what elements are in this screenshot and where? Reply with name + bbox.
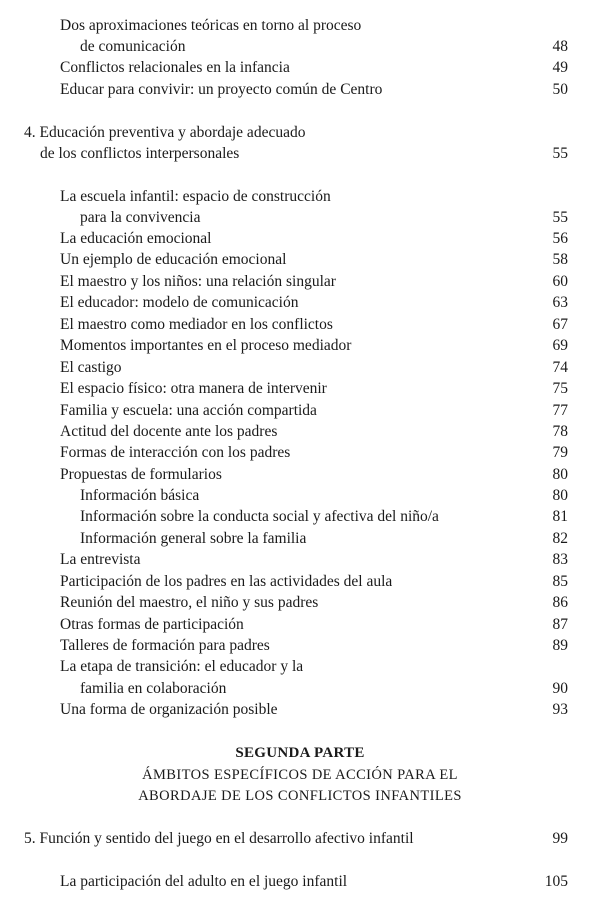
toc-entry-text: Conflictos relacionales en la infancia xyxy=(60,59,290,76)
toc-entry-text: La entrevista xyxy=(60,551,141,568)
toc-page-number: 56 xyxy=(552,230,568,247)
toc-page-number: 60 xyxy=(552,273,568,290)
toc-page-number: 79 xyxy=(552,444,568,461)
toc-page-number: 105 xyxy=(544,873,568,890)
toc-subentry-text: Información básica xyxy=(80,487,200,504)
toc-entry-text: Dos aproximaciones teóricas en torno al proceso xyxy=(60,17,362,34)
toc-entry-text: Reunión del maestro, el niño y sus padres xyxy=(60,594,319,611)
toc-page-number: 81 xyxy=(552,508,568,525)
chapter-heading: 5. Función y sentido del juego en el desarrollo afectivo infantil xyxy=(24,830,414,847)
toc-page-number: 74 xyxy=(552,359,568,376)
toc-entry-text: Propuestas de formularios xyxy=(60,466,222,483)
toc-page-number: 80 xyxy=(552,487,568,504)
chapter-heading: 4. Educación preventiva y abordaje adecuado xyxy=(24,124,306,141)
toc-page-number: 87 xyxy=(552,616,568,633)
toc-page-number: 55 xyxy=(552,145,568,162)
toc-entry-text: Una forma de organización posible xyxy=(60,701,278,718)
toc-entry-text: El maestro como mediador en los conflictos xyxy=(60,316,333,333)
toc-entry-text: El espacio físico: otra manera de intervenir xyxy=(60,380,327,397)
part-subtitle: ABORDAJE DE LOS CONFLICTOS INFANTILES xyxy=(138,788,462,804)
toc-entry-text: Educar para convivir: un proyecto común de Centro xyxy=(60,81,383,98)
toc-entry-text: Talleres de formación para padres xyxy=(60,637,270,654)
toc-entry-text: El educador: modelo de comunicación xyxy=(60,294,299,311)
toc-entry-text: Momentos importantes en el proceso mediador xyxy=(60,337,352,354)
toc-entry-text: Participación de los padres en las actividades del aula xyxy=(60,573,393,590)
toc-page-number: 89 xyxy=(552,637,568,654)
toc-page-number: 69 xyxy=(552,337,568,354)
toc-entry-text: Familia y escuela: una acción compartida xyxy=(60,402,317,419)
toc-page-number: 90 xyxy=(552,680,568,697)
toc-page-number: 99 xyxy=(552,830,568,847)
toc-subentry-text: Información general sobre la familia xyxy=(80,530,307,547)
toc-page-number: 78 xyxy=(552,423,568,440)
toc-page-number: 83 xyxy=(552,551,568,568)
toc-page-number: 80 xyxy=(552,466,568,483)
toc-page-number: 75 xyxy=(552,380,568,397)
toc-entry-text: El maestro y los niños: una relación singular xyxy=(60,273,336,290)
toc-entry-text: La educación emocional xyxy=(60,230,212,247)
toc-entry-text: de comunicación xyxy=(80,38,186,55)
part-title: SEGUNDA PARTE xyxy=(235,745,365,761)
toc-page-number: 58 xyxy=(552,251,568,268)
toc-page-number: 82 xyxy=(552,530,568,547)
toc-page-number: 48 xyxy=(552,38,568,55)
toc-page-number: 86 xyxy=(552,594,568,611)
toc-entry-text: para la convivencia xyxy=(80,209,201,226)
toc-entry-text: Actitud del docente ante los padres xyxy=(60,423,278,440)
toc-entry-text: La participación del adulto en el juego infantil xyxy=(60,873,348,890)
toc-entry-text: Formas de interacción con los padres xyxy=(60,444,291,461)
toc-page-number: 67 xyxy=(552,316,568,333)
toc-page-number: 93 xyxy=(552,701,568,718)
toc-page-number: 55 xyxy=(552,209,568,226)
toc-page-number: 49 xyxy=(552,59,568,76)
toc-page-number: 50 xyxy=(552,81,568,98)
toc-page-number: 63 xyxy=(552,294,568,311)
toc-subentry-text: Información sobre la conducta social y afectiva del niño/a xyxy=(80,508,439,525)
toc-entry-text: La etapa de transición: el educador y la xyxy=(60,658,304,675)
toc-entry-text: familia en colaboración xyxy=(80,680,227,697)
toc-entry-text: El castigo xyxy=(60,359,122,376)
part-subtitle: ÁMBITOS ESPECÍFICOS DE ACCIÓN PARA EL xyxy=(142,767,458,783)
chapter-heading: de los conflictos interpersonales xyxy=(40,145,240,162)
toc-entry-text: La escuela infantil: espacio de construcción xyxy=(60,188,331,205)
toc-entry-text: Otras formas de participación xyxy=(60,616,244,633)
toc-page-number: 85 xyxy=(552,573,568,590)
toc-entry-text: Un ejemplo de educación emocional xyxy=(60,251,287,268)
toc-page-number: 77 xyxy=(552,402,568,419)
